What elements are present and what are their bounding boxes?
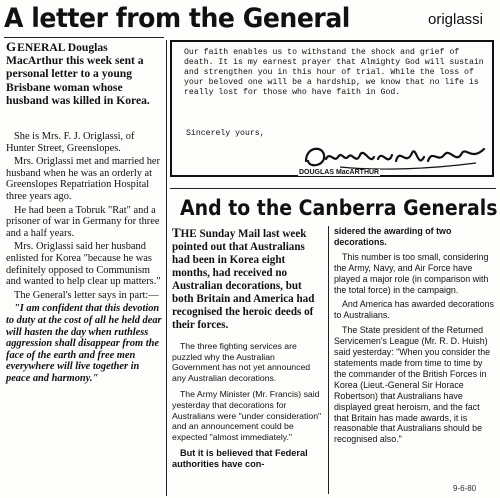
column-divider-right	[328, 226, 329, 494]
body-paragraph: The General's letter says in part:—	[14, 289, 159, 301]
second-lead-dropcap: T	[172, 225, 181, 240]
signature-image	[300, 139, 490, 173]
second-article-column-right	[334, 226, 494, 449]
column-divider-left	[166, 40, 167, 496]
letter-excerpt-box	[170, 40, 494, 177]
letter-closing: Sincerely yours,	[186, 129, 265, 138]
section-divider	[170, 188, 496, 189]
headline-underline	[4, 37, 164, 38]
letter-quote: "I am confident that this devotion to duty at the cost of all he held dear will hasten the day when ruthless aggression shall disappear from the face of the earth and free men everywhere will live together in peace and harmony."	[6, 303, 162, 384]
body-paragraph: Mrs. Origlassi met and married her husband when he was an orderly at Greenslopes Repatriation Hospital three years ago.	[6, 156, 161, 202]
body-paragraph: The State president of the Returned Servicemen's League (Mr. R. D. Huish) said yesterday: "When you consider the statements made from time to time by the commander of the British Forces in Korea (Lieut.-General Sir Horace Robertson) that Australians have displayed great heroism, and the fact that Britain has made awards, it is reasonable that Australians should be recognised also."	[334, 325, 491, 445]
article-body-column	[6, 131, 162, 386]
letter-signatory: DOUGLAS MacARTHUR	[299, 169, 380, 176]
lead-dropcap: G	[6, 39, 18, 54]
body-paragraph: She is Mrs. F. J. Origlassi, of Hunter Street, Greenslopes.	[6, 131, 135, 154]
article-lead	[6, 40, 162, 107]
corner-stamp: 9-6-80	[453, 484, 477, 493]
second-article-column	[172, 341, 324, 476]
letter-body: Our faith enables us to withstand the shock and grief of death. It is my earnest prayer that Almighty God will sustain and strengthen you in this hour of trial. While the loss of your beloved one will be a hardship, we know that no life is really lost for those who have faith in God.	[184, 48, 484, 97]
second-article-lead	[172, 226, 324, 332]
article-headline: A letter from the General	[4, 3, 350, 34]
body-paragraph: The three fighting services are puzzled why the Australian Government has not yet announced any Australian decorations.	[172, 341, 311, 383]
body-paragraph: sidered the awarding of two decorations.	[334, 226, 452, 247]
body-paragraph: This number is too small, considering the Army, Navy, and Air Force have played a major role (in comparison with the total force) in the campaign.	[334, 251, 489, 295]
body-paragraph: Mrs. Origlassi said her husband enlisted for Korea "because he was definitely opposed to Communism and wanted to help clear up matters."	[6, 241, 161, 288]
second-lead-text: HE Sunday Mail last week pointed out that Australians had been in Korea eight months, had received no Australian decorations, but both Britain and America had recognised the heroic deeds of their forces.	[172, 228, 315, 331]
lead-text: ENERAL Douglas MacArthur this week sent a personal letter to a young Brisbane woman whose husband was killed in Korea.	[6, 41, 150, 107]
body-paragraph: But it is believed that Federal authorities have con-	[172, 448, 308, 469]
second-headline: And to the Canberra Generals	[180, 196, 498, 220]
handwritten-name-tag: origlassi	[428, 11, 484, 28]
body-paragraph: And America has awarded decorations to Australians.	[334, 299, 494, 321]
body-paragraph: He had been a Tobruk "Rat" and a prisoner of war in Germany for three and a half years.	[6, 204, 160, 239]
body-paragraph: The Army Minister (Mr. Francis) said yesterday that decorations for Australians were "under consideration" and an announcement could be expected "almost immediately."	[172, 389, 322, 442]
